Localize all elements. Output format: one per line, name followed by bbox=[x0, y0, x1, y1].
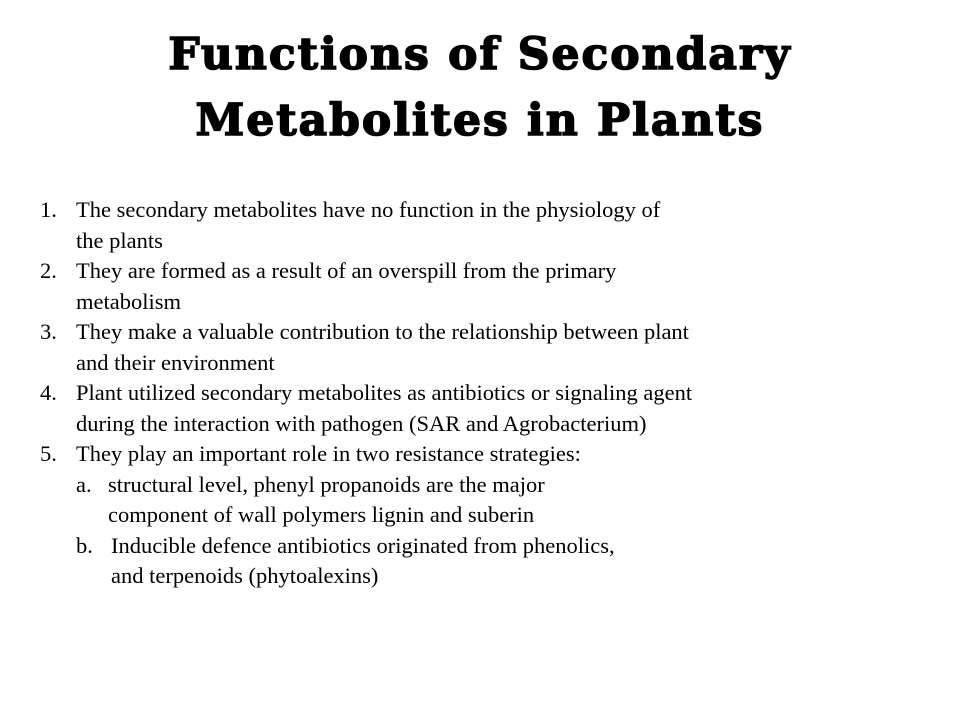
list-item bbox=[40, 439, 945, 592]
item-text-line: during the interaction with pathogen (SAR and Agrobacterium) bbox=[76, 410, 647, 436]
item-text-line: They are formed as a result of an overspill from the primary bbox=[76, 258, 617, 283]
item-text-line: They play an important role in two resistance strategies: bbox=[76, 441, 581, 466]
item-number: 1. bbox=[40, 197, 57, 222]
sub-item-text-line: structural level, phenyl propanoids are the major bbox=[108, 471, 545, 497]
title-line-1: Functions of Secondary bbox=[168, 29, 792, 80]
item-text-line: the plants bbox=[76, 227, 163, 253]
sub-item-letter: a. bbox=[76, 471, 92, 497]
function-list bbox=[40, 195, 945, 592]
item-text-line: They make a valuable contribution to the relationship between plant bbox=[76, 319, 689, 344]
sub-item-text-line: component of wall polymers lignin and suberin bbox=[108, 502, 535, 527]
item-number: 2. bbox=[40, 258, 57, 283]
list-item bbox=[40, 378, 945, 439]
item-text-line: The secondary metabolites have no function in the physiology of bbox=[76, 197, 661, 222]
item-number: 5. bbox=[40, 441, 57, 466]
title-line-2: Metabolites in Plants bbox=[195, 95, 765, 146]
sub-item-text-line: and terpenoids (phytoalexins) bbox=[111, 563, 379, 588]
item-text-line: Plant utilized secondary metabolites as antibiotics or signaling agent bbox=[76, 380, 693, 405]
slide-title bbox=[0, 22, 960, 154]
list-item bbox=[40, 256, 945, 317]
sub-item-text-line: Inducible defence antibiotics originated from phenolics, bbox=[111, 532, 615, 558]
item-number: 4. bbox=[40, 380, 57, 405]
item-text-line: metabolism bbox=[76, 288, 181, 314]
item-number: 3. bbox=[40, 319, 57, 344]
sub-item-letter: b. bbox=[76, 532, 93, 558]
sub-item bbox=[76, 531, 945, 592]
item-text-line: and their environment bbox=[76, 349, 275, 375]
list-item bbox=[40, 195, 945, 256]
sub-item bbox=[76, 470, 945, 531]
list-item bbox=[40, 317, 945, 378]
